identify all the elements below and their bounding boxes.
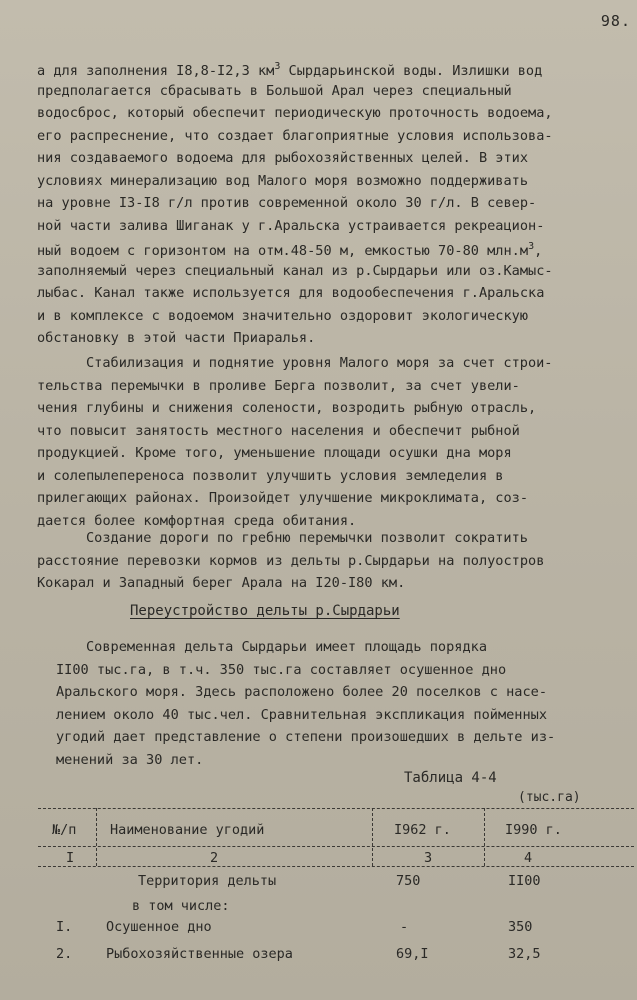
table-cell-name: Рыбохозяйственные озера <box>106 946 293 962</box>
table-colnum-4: 4 <box>524 850 533 866</box>
text-line: а для заполнения I8,8-I2,3 $км^3$ Сырдарьинской воды. Излишки вод <box>37 61 543 79</box>
text-line: что повысит занятость местного населения и обеспечит рыбной <box>37 422 520 439</box>
text-line: обстановку в этой части Приаралья. <box>37 330 316 346</box>
table-numbers-rule <box>38 866 634 867</box>
table-units: (тыс.га) <box>518 790 581 805</box>
text-line: тельства перемычки в проливе Берга позволит, за счет увели- <box>37 377 520 394</box>
table-header-name: Наименование угодий <box>110 822 265 838</box>
text-line: чения глубины и снижения солености, возродить рыбную отрасль, <box>37 400 537 416</box>
text-line: на уровне I3-I8 г/л против современной около 30 г/л. В север- <box>37 195 537 211</box>
text-line: предполагается сбрасывать в Большой Арал через специальный <box>37 82 512 99</box>
text-line: продукцией. Кроме того, уменьшение площади осушки дна моря <box>37 445 512 461</box>
table-header-rule <box>38 846 634 847</box>
text-line: угодий дает представление о степени произошедших в дельте из- <box>56 729 556 745</box>
text-line: Кокарал и Западный берег Арала на I20-I80 км. <box>37 575 406 591</box>
table-cell-name: Осушенное дно <box>106 919 212 935</box>
table-col-divider <box>372 808 373 866</box>
table-caption: Таблица 4-4 <box>404 770 497 786</box>
text-line: лыбас. Канал также используется для водообеспечения г.Аральска <box>37 285 545 301</box>
text-line: менений за 30 лет. <box>56 751 204 768</box>
table-cell-num: I. <box>56 919 73 935</box>
table-header-1962: I962 г. <box>394 822 451 838</box>
table-cell-1962: 69,I <box>396 946 429 962</box>
table-header-1990: I990 г. <box>505 822 562 838</box>
text-line: II00 тыс.га, в т.ч. 350 тыс.га составляет осушенное дно <box>56 661 507 678</box>
text-line: его распреснение, что создает благоприятные условия использова- <box>37 127 553 144</box>
text-line: и в комплексе с водоемом значительно оздоровит экологическую <box>37 307 529 324</box>
text-line: расстояние перевозки кормов из дельты р.Сырдарьи на полуостров <box>37 552 545 569</box>
text-line: ный водоем с горизонтом на отм.48-50 м, емкостью 70-80 $млн.м^3$, <box>37 241 543 259</box>
page-number: 98. <box>600 12 631 30</box>
table-cell-num: 2. <box>56 946 73 962</box>
section-heading: Переустройство дельты р.Сырдарьи <box>130 603 400 619</box>
text-line: Аральского моря. Здесь расположено более 20 поселков с насе- <box>56 684 548 700</box>
table-col-divider <box>484 808 485 866</box>
text-line: Стабилизация и поднятие уровня Малого моря за счет строи- <box>86 355 553 371</box>
text-line: прилегающих районах. Произойдет улучшение микроклимата, соз- <box>37 490 529 506</box>
table-cell-1990: 350 <box>508 919 533 935</box>
table-colnum-3: 3 <box>424 850 433 866</box>
table-header-num: №/п <box>52 822 77 838</box>
table-col-divider <box>96 808 97 866</box>
text-line: ной части залива Шиганак у г.Аральска устраивается рекреацион- <box>37 217 545 234</box>
text-line: водосброс, который обеспечит периодическую проточность водоема, <box>37 105 553 121</box>
table-cell-1962: 750 <box>396 873 421 889</box>
text-line: и солепылепереноса позволит улучшить условия земледелия в <box>37 467 504 484</box>
text-line: Современная дельта Сырдарьи имеет площадь порядка <box>86 639 488 655</box>
text-line: ния создаваемого водоема для рыбохозяйственных целей. В этих <box>37 150 529 166</box>
table-colnum-1: I <box>66 850 75 866</box>
table-cell-name: Территория дельты <box>138 873 277 889</box>
table-cell-name: в том числе: <box>132 898 230 914</box>
table-cell-1990: 32,5 <box>508 946 541 962</box>
table-cell-1962: - <box>400 919 409 935</box>
table-colnum-2: 2 <box>210 850 219 866</box>
table-cell-1990: II00 <box>508 873 541 889</box>
text-line: Создание дороги по гребню перемычки позволит сократить <box>86 530 528 546</box>
text-line: дается более комфортная среда обитания. <box>37 512 357 529</box>
table-top-rule <box>38 808 634 809</box>
text-line: лением около 40 тыс.чел. Сравнительная экспликация пойменных <box>56 706 548 723</box>
text-line: условиях минерализацию вод Малого моря возможно поддерживать <box>37 172 529 189</box>
text-line: заполняемый через специальный канал из р.Сырдарьи или оз.Камыс- <box>37 262 553 279</box>
